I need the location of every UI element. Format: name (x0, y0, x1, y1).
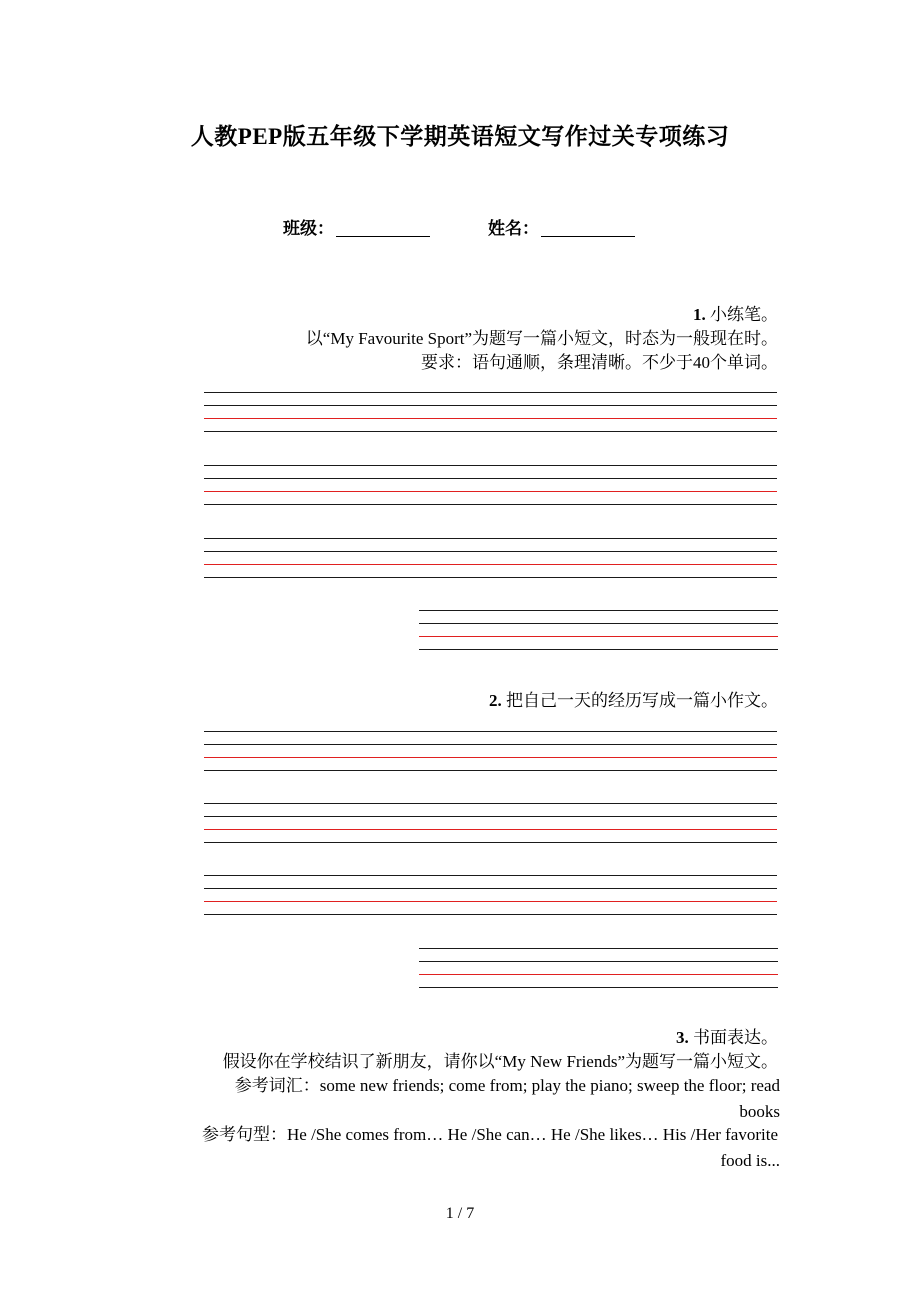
q1-writing-row-1[interactable] (204, 392, 777, 432)
q3-sentence-patterns-cont: food is... (720, 1151, 780, 1170)
q1-writing-row-2[interactable] (204, 465, 777, 505)
q1-instruction-1: 以“My Favourite Sport”为题写一篇小短文，时态为一般现在时。 (305, 329, 778, 348)
q2-heading-text: 把自己一天的经历写成一篇小作文。 (506, 691, 778, 710)
page-title: 人教PEP版五年级下学期英语短文写作过关专项练习 (190, 124, 730, 149)
class-blank[interactable] (336, 218, 430, 237)
class-label: 班级： (283, 219, 334, 238)
q1-heading (693, 303, 778, 327)
q2-heading (489, 689, 778, 713)
q3-vocabulary: 参考词汇：some new friends; come from; play the piano; sweep the floor; read (234, 1076, 780, 1095)
q3-instruction: 假设你在学校结识了新朋友，请你以“My New Friends”为题写一篇小短文。 (222, 1052, 778, 1071)
q3-heading-text: 书面表达。 (693, 1028, 778, 1047)
q3-number: 3. (676, 1028, 689, 1047)
q1-writing-row-4[interactable] (419, 610, 778, 650)
q2-writing-row-3[interactable] (204, 875, 777, 915)
name-label: 姓名： (488, 219, 539, 238)
q2-writing-row-2[interactable] (204, 803, 777, 843)
q1-heading-text: 小练笔。 (710, 305, 778, 324)
page-number: 1 / 7 (445, 1205, 475, 1222)
class-field (283, 214, 430, 239)
q1-instruction-2: 要求：语句通顺，条理清晰。不少于40个单词。 (421, 353, 778, 372)
name-blank[interactable] (541, 218, 635, 237)
name-field (488, 214, 635, 239)
q1-number: 1. (693, 305, 706, 324)
q1-writing-row-3[interactable] (204, 538, 777, 578)
q2-number: 2. (489, 691, 502, 710)
q3-vocabulary-cont: books (739, 1102, 780, 1121)
q3-heading (676, 1026, 778, 1050)
q2-writing-row-4[interactable] (419, 948, 778, 988)
q2-writing-row-1[interactable] (204, 731, 777, 771)
q3-sentence-patterns: 参考句型：He /She comes from… He /She can… He /She likes… His /Her favorite (202, 1125, 778, 1144)
